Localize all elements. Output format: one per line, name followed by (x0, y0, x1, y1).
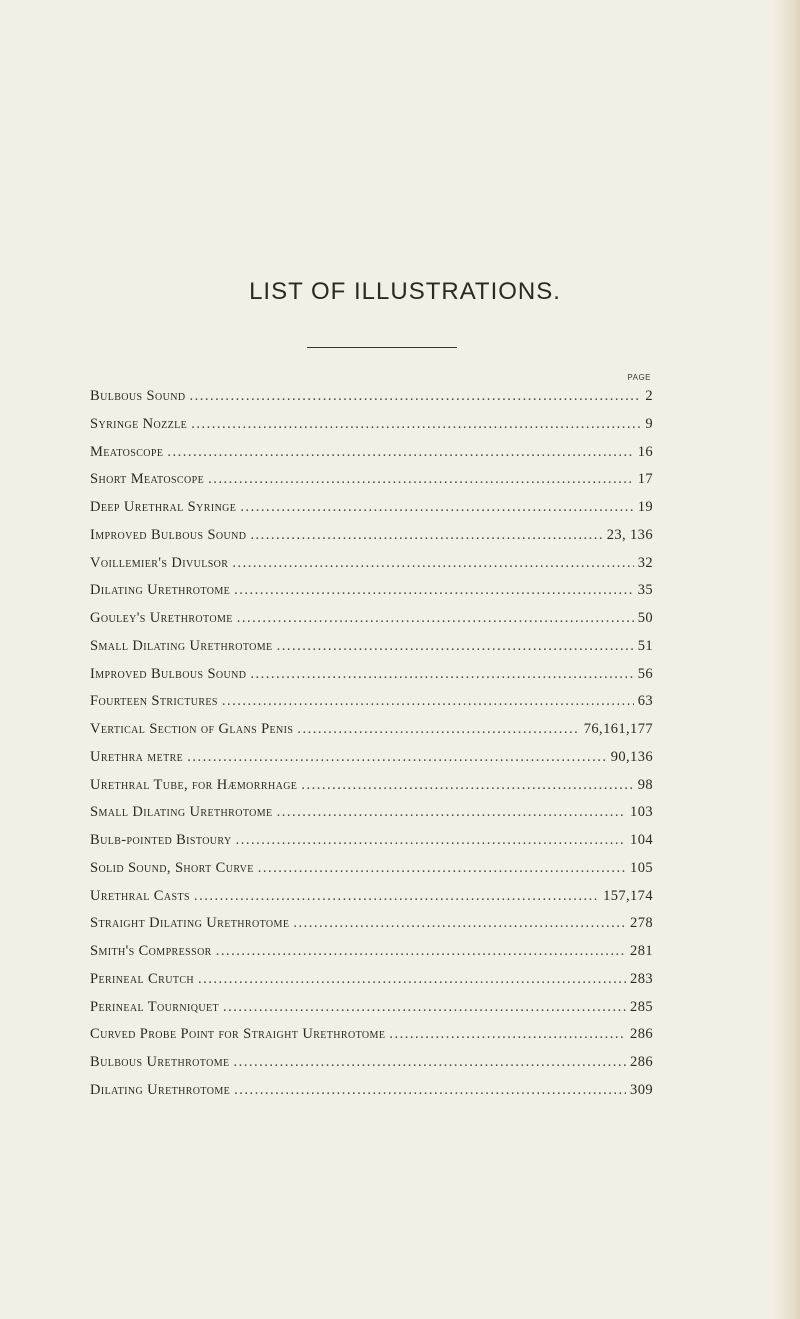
dot-leader (258, 855, 626, 883)
list-item (90, 466, 653, 494)
page-number: 17 (637, 471, 653, 488)
page-number: 286 (630, 1054, 653, 1070)
dot-leader (167, 439, 633, 467)
illustration-title: Improved Bulbous Sound (90, 665, 247, 682)
list-item (90, 883, 653, 911)
list-item (90, 910, 653, 938)
dot-leader (240, 494, 633, 522)
list-item (90, 938, 653, 966)
illustration-title: Curved Probe Point for Straight Urethrotome (90, 1026, 386, 1043)
dot-leader (389, 1021, 626, 1049)
dot-leader (234, 577, 634, 605)
page-number: 157,174 (603, 887, 653, 904)
list-item (90, 550, 653, 578)
illustration-title: Bulb-pointed Bistoury (90, 832, 232, 848)
illustration-title: Solid Sound, Short Curve (90, 859, 254, 876)
dot-leader (191, 411, 641, 439)
page-edge-shadow (772, 0, 800, 1319)
page-number: 19 (637, 499, 653, 515)
dot-leader (234, 1077, 626, 1105)
page-number: 50 (637, 610, 653, 626)
illustration-title: Bulbous Urethrotome (90, 1054, 230, 1070)
page-number: 281 (630, 943, 653, 959)
list-item (90, 994, 653, 1022)
list-item (90, 577, 653, 605)
page-number: 16 (637, 443, 653, 460)
dot-leader (277, 633, 634, 661)
dot-leader (232, 550, 633, 578)
illustration-title: Smith's Compressor (90, 943, 212, 959)
page-number: 283 (630, 970, 653, 987)
list-item (90, 744, 653, 772)
illustration-title: Vertical Section of Glans Penis (90, 721, 294, 737)
list-item (90, 522, 653, 550)
illustration-title: Short Meatoscope (90, 471, 205, 488)
dot-leader (194, 883, 599, 911)
illustration-title: Fourteen Strictures (90, 693, 218, 710)
dot-leader (237, 605, 634, 633)
list-item (90, 855, 653, 883)
dot-leader (293, 910, 626, 938)
page-number: 105 (630, 859, 653, 876)
illustration-title: Straight Dilating Urethrotome (90, 915, 290, 932)
page-number: 285 (630, 998, 653, 1015)
list-item (90, 633, 653, 661)
illustration-title: Voillemier's Divulsor (90, 554, 229, 571)
dot-leader (189, 383, 641, 411)
page-number: 76,161,177 (583, 721, 653, 737)
dot-leader (187, 744, 607, 772)
page-number: 35 (637, 582, 653, 599)
page-number: 98 (637, 776, 653, 793)
page-title: LIST OF ILLUSTRATIONS. (249, 278, 561, 305)
illustration-title: Meatoscope (90, 443, 164, 460)
list-item (90, 411, 653, 439)
illustration-title: Small Dilating Urethrotome (90, 804, 273, 821)
page-number: 56 (637, 665, 653, 682)
list-item (90, 494, 653, 522)
illustration-title: Urethra metre (90, 748, 184, 765)
illustration-title: Dilating Urethrotome (90, 1081, 231, 1098)
page-number: 278 (630, 915, 653, 932)
dot-leader (198, 966, 626, 994)
list-item (90, 966, 653, 994)
illustration-title: Deep Urethral Syringe (90, 499, 237, 515)
dot-leader (297, 716, 579, 744)
dot-leader (301, 772, 633, 800)
page-number: 63 (637, 693, 653, 710)
title-rule (307, 347, 457, 348)
page-number: 309 (630, 1081, 653, 1098)
dot-leader (223, 994, 626, 1022)
page-number: 2 (645, 388, 653, 404)
illustration-title: Dilating Urethrotome (90, 582, 231, 599)
list-item (90, 799, 653, 827)
illustration-title: Small Dilating Urethrotome (90, 637, 273, 654)
list-item (90, 661, 653, 689)
dot-leader (250, 522, 602, 550)
dot-leader (208, 466, 634, 494)
list-item (90, 439, 653, 467)
illustration-title: Perineal Tourniquet (90, 998, 219, 1015)
illustration-title: Syringe Nozzle (90, 415, 188, 432)
page-number: 32 (637, 554, 653, 571)
dot-leader (277, 799, 626, 827)
dot-leader (236, 827, 626, 855)
dot-leader (250, 661, 633, 689)
dot-leader (216, 938, 626, 966)
page-number: 51 (637, 637, 653, 654)
illustrations-list (90, 383, 653, 1105)
list-item (90, 1049, 653, 1077)
page-number: 90,136 (610, 748, 653, 765)
page-number: 9 (645, 415, 653, 432)
page-number: 104 (630, 832, 653, 848)
dot-leader (222, 688, 634, 716)
page-number: 103 (630, 804, 653, 821)
list-item (90, 383, 653, 411)
page-number: 286 (630, 1026, 653, 1043)
list-item (90, 688, 653, 716)
illustration-title: Bulbous Sound (90, 388, 186, 404)
page-number: 23, 136 (606, 526, 653, 543)
list-item (90, 1021, 653, 1049)
illustration-title: Gouley's Urethrotome (90, 610, 233, 626)
list-item (90, 827, 653, 855)
illustration-title: Urethral Casts (90, 887, 190, 904)
list-item (90, 605, 653, 633)
illustration-title: Urethral Tube, for Hæmorrhage (90, 776, 298, 793)
list-item (90, 716, 653, 744)
list-item (90, 1077, 653, 1105)
page-column-label: PAGE (627, 373, 651, 382)
illustration-title: Improved Bulbous Sound (90, 526, 247, 543)
dot-leader (234, 1049, 627, 1077)
illustration-title: Perineal Crutch (90, 970, 195, 987)
list-item (90, 772, 653, 800)
